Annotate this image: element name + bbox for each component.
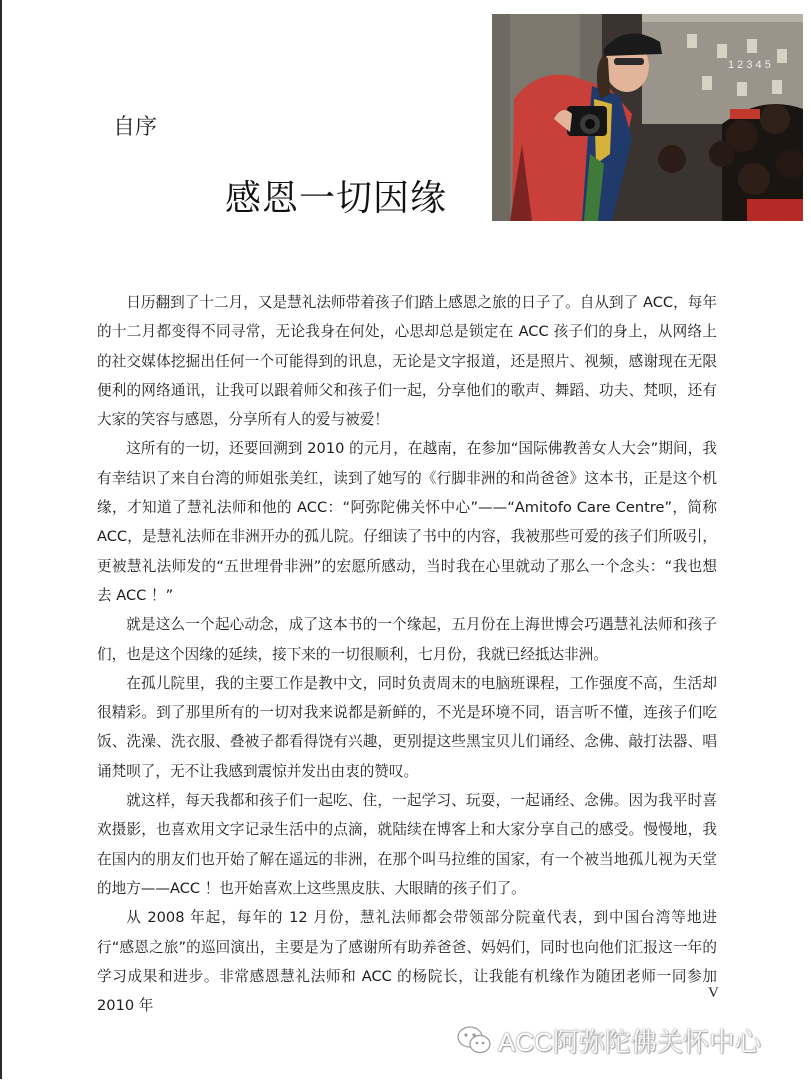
body-text [97, 288, 717, 1020]
page-title: 感恩一切因缘 [225, 178, 448, 219]
board-numbers: 1 2 3 4 5 [728, 59, 771, 71]
photographer-with-children-photo [492, 14, 803, 221]
watermark-text: ACC阿弥陀佛关怀中心 [498, 1026, 761, 1057]
header-photo [492, 14, 803, 221]
paragraph: 这所有的一切，还要回溯到 2010 的元月，在越南，在参加“国际佛教善女人大会”期间，我有幸结识了来自台湾的师姐张美红，读到了她写的《行脚非洲的和尚爸爸》这本书，正是这个机缘，才知道了慧礼法师和他的 ACC：“阿弥陀佛关怀中心”——“Amitofo Care Centre”，简称 ACC，是慧礼法师在非洲开办的孤儿院。仔细读了书中的内容，我被那些可爱的孩子们所吸引，更被慧礼法师发的“五世埋骨非洲”的宏愿所感动，当时我在心里就动了那么一个念头：“我也想去 ACC ！” [97, 440, 717, 604]
page-number: V [708, 985, 719, 1001]
paragraph: 从 2008 年起，每年的 12 月份，慧礼法师都会带领部分院童代表，到中国台湾等地进行“感恩之旅”的巡回演出，主要是为了感谢所有助养爸爸、妈妈们，同时也向他们汇报这一年的学习成果和进步。非常感恩慧礼法师和 ACC 的杨院长，让我能有机缘作为随团老师一同参加 2010 年 [97, 909, 717, 1015]
wechat-icon [456, 1025, 492, 1055]
paragraph: 就这样，每天我都和孩子们一起吃、住，一起学习、玩耍，一起诵经、念佛。因为我平时喜欢摄影，也喜欢用文字记录生活中的点滴，就陆续在博客上和大家分享自己的感受。慢慢地，我在国内的朋友们也开始了解在遥远的非洲，在那个叫马拉维的国家，有一个被当地孤儿视为天堂的地方——ACC ！也开始喜欢上这些黑皮肤、大眼睛的孩子们了。 [97, 792, 717, 897]
paragraph: 在孤儿院里，我的主要工作是教中文，同时负责周末的电脑班课程，工作强度不高，生活却很精彩。到了那里所有的一切对我来说都是新鲜的，不光是环境不同，语言听不懂，连孩子们吃饭、洗澡、洗衣服、叠被子都看得饶有兴趣，更别提这些黑宝贝儿们诵经、念佛、敲打法器、唱诵梵呗了，无不让我感到震惊并发出由衷的赞叹。 [97, 674, 717, 780]
watermark [456, 1022, 761, 1058]
paragraph: 就是这么一个起心动念，成了这本书的一个缘起，五月份在上海世博会巧遇慧礼法师和孩子们，也是这个因缘的延续，接下来的一切很顺利，七月份，我就已经抵达非洲。 [97, 616, 717, 663]
paragraph: 日历翻到了十二月，又是慧礼法师带着孩子们踏上感恩之旅的日子了。自从到了 ACC，每年的十二月都变得不同寻常，无论我身在何处，心思却总是锁定在 ACC 孩子们的身上，从网络上的社交媒体挖掘出任何一个可能得到的讯息，无论是文字报道，还是照片、视频，感谢现在无限便利的网络通讯，让我可以跟着师父和孩子们一起，分享他们的歌声、舞蹈、功夫、梵呗，还有大家的笑容与感恩，分享所有人的爱与被爱！ [97, 294, 717, 429]
section-label: 自序 [113, 115, 158, 140]
